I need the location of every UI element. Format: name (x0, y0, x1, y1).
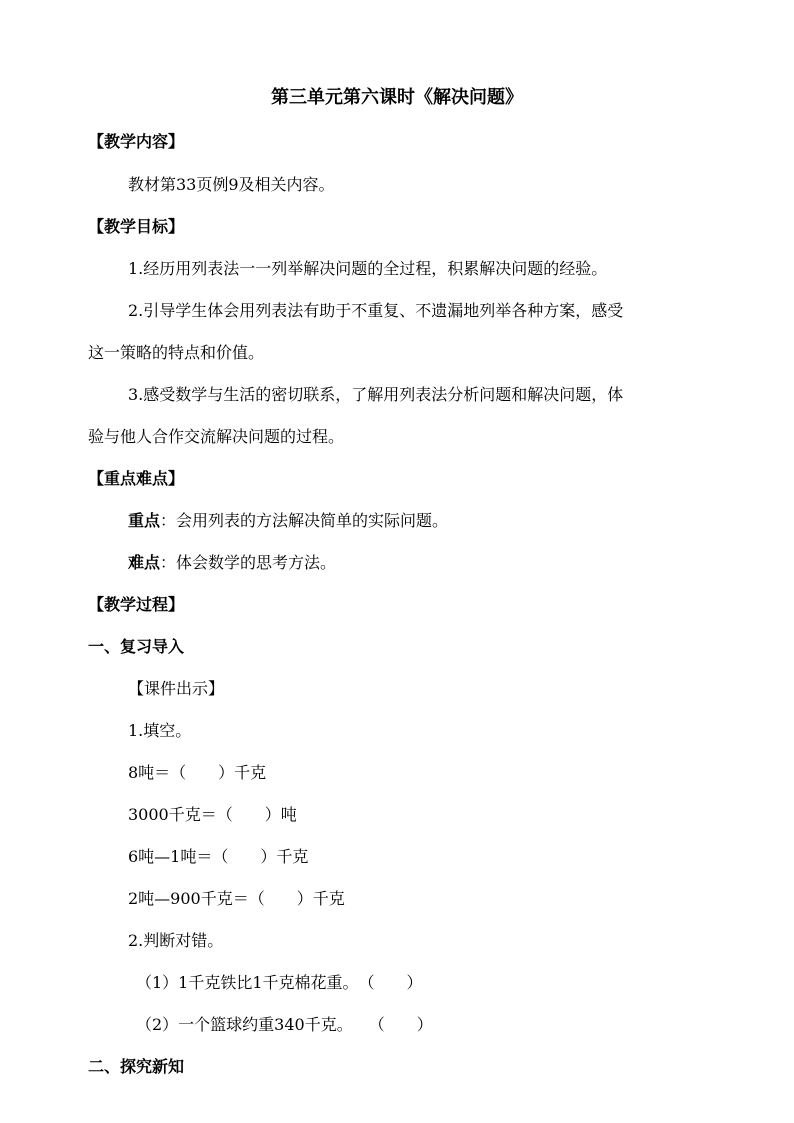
key-point-text: ：会用列表的方法解决简单的实际问题。 (160, 511, 449, 530)
objective-item-3-line-2: 验与他人合作交流解决问题的过程。 (88, 427, 345, 446)
judge-question-1: （1）1千克铁比1千克棉花重。 （ ） (136, 973, 423, 992)
judge-title: 2.判断对错。 (128, 931, 224, 950)
objective-item-1: 1.经历用列表法一一列举解决问题的全过程，积累解决问题的经验。 (128, 259, 608, 278)
difficulty-text: ：体会数学的思考方法。 (160, 553, 337, 572)
fill-blank-question-2: 3000千克＝（ ）吨 (128, 805, 297, 824)
fill-blank-question-3: 6吨—1吨＝（ ）千克 (128, 847, 309, 866)
courseware-label: 【课件出示】 (128, 679, 225, 698)
difficulty-label: 难点 (128, 553, 161, 572)
content-text: 教材第33页例9及相关内容。 (128, 175, 335, 194)
section-heading-key-points: 【重点难点】 (88, 469, 185, 488)
document-title: 第三单元第六课时《解决问题》 (271, 87, 523, 108)
judge-question-2: （2）一个篮球约重340千克。 （ ） (136, 1015, 433, 1034)
part-1-heading: 一、复习导入 (88, 637, 185, 656)
fill-blank-question-1: 8吨＝（ ）千克 (128, 763, 267, 782)
fill-blank-title: 1.填空。 (128, 721, 192, 740)
objective-item-2-line-2: 这一策略的特点和价值。 (88, 343, 265, 362)
key-point-line (128, 510, 448, 532)
section-heading-content: 【教学内容】 (88, 132, 185, 151)
fill-blank-question-4: 2吨—900千克＝（ ）千克 (128, 889, 345, 908)
section-heading-process: 【教学过程】 (88, 595, 185, 614)
objective-item-2-line-1: 2.引导学生体会用列表法有助于不重复、不遗漏地列举各种方案，感受 (128, 301, 624, 320)
key-point-label: 重点 (128, 511, 161, 530)
difficulty-line (128, 552, 336, 574)
objective-item-3-line-1: 3.感受数学与生活的密切联系，了解用列表法分析问题和解决问题，体 (128, 385, 624, 404)
section-heading-objectives: 【教学目标】 (88, 217, 185, 236)
part-2-heading: 二、探究新知 (88, 1057, 185, 1076)
